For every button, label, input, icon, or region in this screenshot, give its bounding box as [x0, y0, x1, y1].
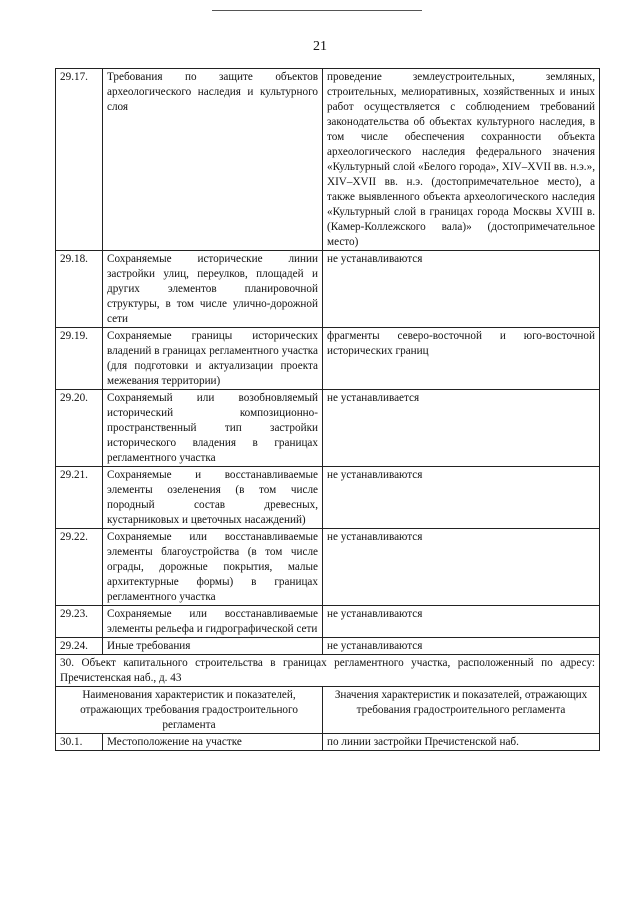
values-column-header: Значения характеристик и показателей, отражающих требования градостроительного регламента — [323, 687, 600, 734]
table-row — [56, 328, 600, 390]
column-header-row — [56, 687, 600, 734]
row-name: Сохраняемые или восстанавливаемые элементы благоустройства (в том числе ограды, дорожные покрытия, малые архитектурные формы) в границах регламентного участка — [103, 529, 323, 606]
row-number: 29.20. — [56, 390, 103, 467]
row-name: Сохраняемые границы исторических владений в границах регламентного участка (для подготовки и актуализации проекта межевания территории) — [103, 328, 323, 390]
row-name: Сохраняемый или возобновляемый исторический композиционно-пространственный тип застройки исторического владения в границах регламентного участка — [103, 390, 323, 467]
row-value: не устанавливаются — [323, 638, 600, 655]
table-row — [56, 251, 600, 328]
table-row — [56, 529, 600, 606]
regulation-table — [55, 68, 600, 751]
top-rule — [212, 10, 422, 11]
row-value: не устанавливаются — [323, 251, 600, 328]
row-value: не устанавливаются — [323, 467, 600, 529]
row-value: не устанавливается — [323, 390, 600, 467]
row-value: фрагменты северо-восточной и юго-восточной исторических границ — [323, 328, 600, 390]
row-number: 29.21. — [56, 467, 103, 529]
row-number: 30.1. — [56, 734, 103, 751]
row-name: Сохраняемые и восстанавливаемые элементы озеленения (в том числе породный состав древесных, кустарниковых и цветочных насаждений) — [103, 467, 323, 529]
row-name: Сохраняемые или восстанавливаемые элементы рельефа и гидрографической сети — [103, 606, 323, 638]
table-row — [56, 606, 600, 638]
page-number: 21 — [313, 39, 327, 54]
row-number: 29.17. — [56, 69, 103, 251]
names-column-header: Наименования характеристик и показателей, отражающих требования градостроительного регламента — [56, 687, 323, 734]
row-number: 29.19. — [56, 328, 103, 390]
table-row — [56, 734, 600, 751]
row-value: по линии застройки Пречистенской наб. — [323, 734, 600, 751]
section-title: 30. Объект капитального строительства в границах регламентного участка, расположенный по адресу: Пречистенская наб., д. 43 — [56, 655, 600, 687]
row-number: 29.22. — [56, 529, 103, 606]
table-row — [56, 69, 600, 251]
row-value: не устанавливаются — [323, 606, 600, 638]
row-name: Требования по защите объектов археологического наследия и культурного слоя — [103, 69, 323, 251]
table-row — [56, 638, 600, 655]
row-value: проведение землеустроительных, земляных, строительных, мелиоративных, хозяйственных и иных работ осуществляется с соблюдением требований законодательства об объектах культурного наследия, в том числе обеспечения сохранности объекта археологического наследия федерального значения «Культурный слой «Белого города», XIV–XVII вв. н.э.», XIV–XVII вв. н.э. (достопримечательное место), а также выявленного объекта археологического наследия «Культурный слой в границах города Москвы XVIII в. (Камер-Коллежского вала)» (достопримечательное место) — [323, 69, 600, 251]
row-number: 29.24. — [56, 638, 103, 655]
table-row — [56, 390, 600, 467]
row-name: Иные требования — [103, 638, 323, 655]
row-name: Местоположение на участке — [103, 734, 323, 751]
table-row — [56, 467, 600, 529]
row-value: не устанавливаются — [323, 529, 600, 606]
row-number: 29.18. — [56, 251, 103, 328]
section-row — [56, 655, 600, 687]
row-name: Сохраняемые исторические линии застройки улиц, переулков, площадей и других элементов планировочной структуры, в том числе улично-дорожной сети — [103, 251, 323, 328]
row-number: 29.23. — [56, 606, 103, 638]
